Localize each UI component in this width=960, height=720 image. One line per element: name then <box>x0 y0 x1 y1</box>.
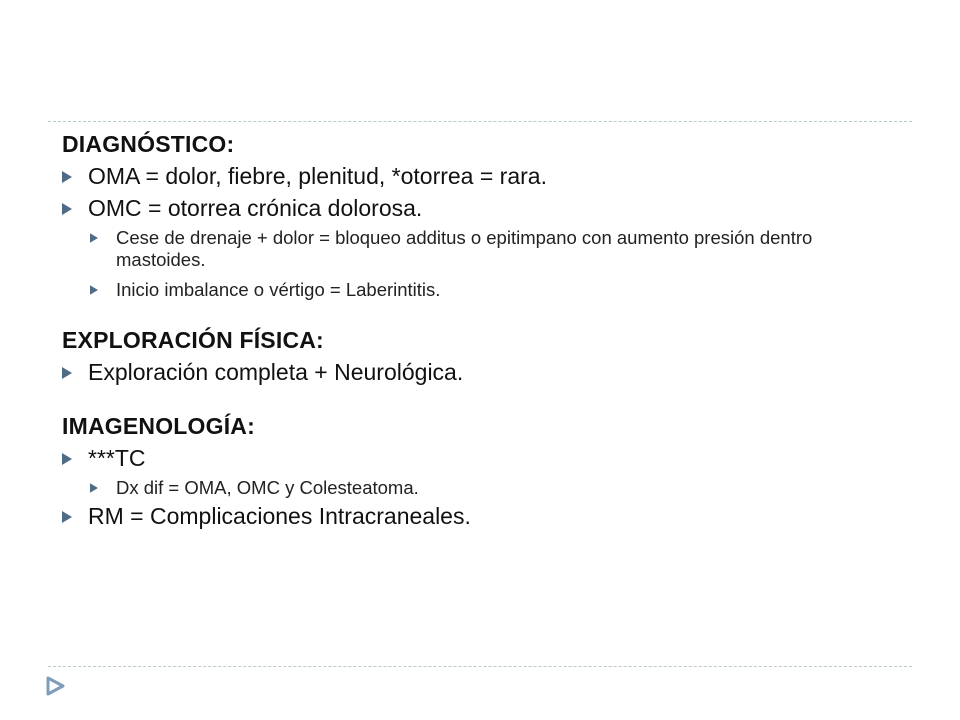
list-item <box>62 443 902 473</box>
slide-content <box>62 129 902 531</box>
triangle-bullet-icon <box>62 171 72 183</box>
triangle-bullet-icon <box>90 285 98 295</box>
list-item <box>62 357 902 387</box>
sub-list-item <box>62 279 902 301</box>
list-item <box>62 161 902 191</box>
sub-list-item-text: Inicio imbalance o vértigo = Laberintitis. <box>116 279 441 300</box>
list-item-text: Exploración completa + Neurológica. <box>88 359 464 385</box>
bottom-divider <box>48 666 912 667</box>
sub-list-item-text: Dx dif = OMA, OMC y Colesteatoma. <box>116 477 419 498</box>
triangle-bullet-icon <box>62 511 72 523</box>
sub-list-item <box>62 227 902 271</box>
top-divider <box>48 121 912 122</box>
sub-list-item-text: Cese de drenaje + dolor = bloqueo additus o epitimpano con aumento presión dentro mastoides. <box>116 227 813 270</box>
list-item <box>62 501 902 531</box>
corner-triangle-icon <box>46 676 66 696</box>
sub-list-item <box>62 477 902 499</box>
triangle-bullet-icon <box>90 483 98 493</box>
triangle-bullet-icon <box>62 203 72 215</box>
triangle-bullet-icon <box>90 233 98 243</box>
list-item-text: RM = Complicaciones Intracraneales. <box>88 503 471 529</box>
section-heading-diagnostico: DIAGNÓSTICO: <box>62 131 235 157</box>
triangle-bullet-icon <box>62 367 72 379</box>
section-heading-exploracion: EXPLORACIÓN FÍSICA: <box>62 327 324 353</box>
list-item-text: ***TC <box>88 445 146 471</box>
triangle-bullet-icon <box>62 453 72 465</box>
list-item-text: OMC = otorrea crónica dolorosa. <box>88 195 423 221</box>
list-item-text: OMA = dolor, fiebre, plenitud, *otorrea = rara. <box>88 163 547 189</box>
section-heading-imagenologia: IMAGENOLOGÍA: <box>62 413 255 439</box>
list-item <box>62 193 902 223</box>
